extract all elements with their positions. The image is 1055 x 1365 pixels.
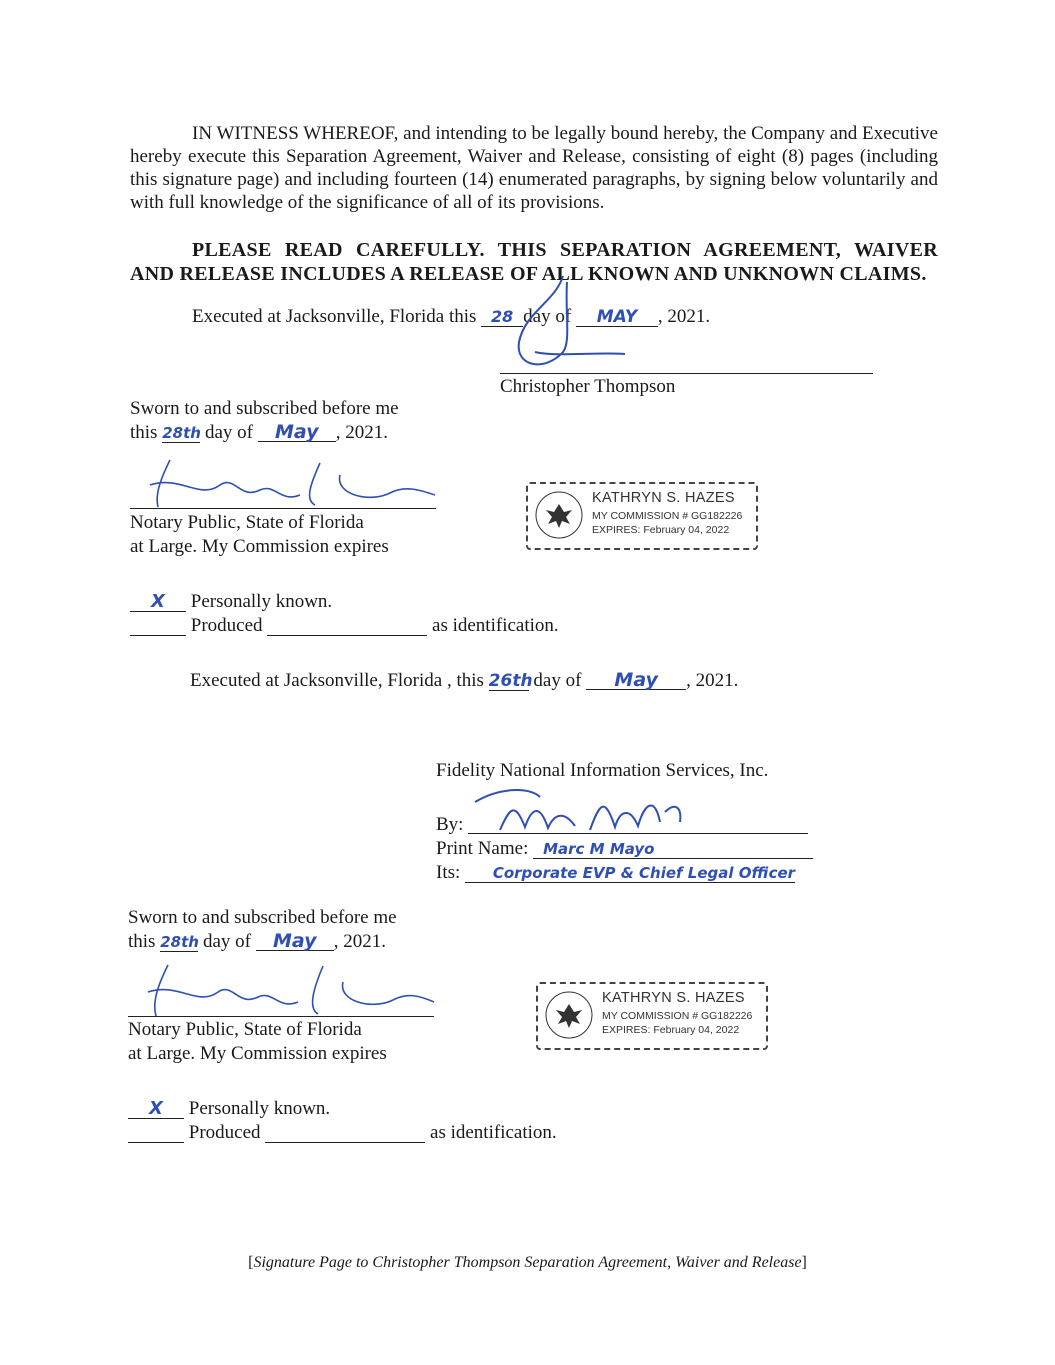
footer-text: Signature Page to Christopher Thompson Separation Agreement, Waiver and Release xyxy=(253,1254,802,1271)
company-its-line: Its: Corporate EVP & Chief Legal Officer xyxy=(436,862,796,883)
notary-1-known-field[interactable]: X xyxy=(130,593,186,612)
company-print-name-line: Print Name: Marc M Mayo xyxy=(436,838,813,860)
executive-signature xyxy=(505,272,635,377)
notary-1-month-field[interactable]: May xyxy=(258,423,336,442)
company-its-field[interactable]: Corporate EVP & Chief Legal Officer xyxy=(465,864,795,883)
company-name: Fidelity National Information Services, Inc. xyxy=(436,760,769,781)
notary-2-sworn: Sworn to and subscribed before me xyxy=(128,907,397,928)
notary-1-stamp-expires: EXPIRES: February 04, 2022 xyxy=(592,524,730,536)
notary-2-produced-field[interactable] xyxy=(265,1124,425,1143)
notary-2-produced-line: Produced as identification. xyxy=(128,1122,557,1144)
notary-1-stamp-name: KATHRYN S. HAZES xyxy=(592,490,735,506)
notary-seal-icon xyxy=(544,990,594,1040)
notary-1-public-line: Notary Public, State of Florida xyxy=(130,512,364,533)
company-month-field[interactable]: May xyxy=(586,671,686,690)
notice-line-2: AND RELEASE INCLUDES A RELEASE OF ALL KNOWN AND UNKNOWN CLAIMS. xyxy=(130,263,927,285)
notary-2-commission-line: at Large. My Commission expires xyxy=(128,1043,387,1064)
notary-1-stamp xyxy=(526,482,758,550)
notary-1-sworn: Sworn to and subscribed before me xyxy=(130,398,399,419)
notary-1-produced-field[interactable] xyxy=(267,617,427,636)
witness-text: IN WITNESS WHEREOF, and intending to be legally bound hereby, the Company and Executive hereby execute this Separation Agreement, Waiver and Release, consisting of eight (8) pages (including this signature page) and including fourteen (14) enumerated paragraphs, by signing below voluntarily and with full knowledge of the significance of all of its provisions. xyxy=(130,123,938,213)
notary-2-known-line: X Personally known. xyxy=(128,1098,330,1120)
notary-2-month-field[interactable]: May xyxy=(256,932,334,951)
executive-executed-line: Executed at Jacksonville, Florida this 28 day of MAY , 2021. xyxy=(192,306,711,327)
notary-1-signature xyxy=(140,455,440,515)
notary-2-signature xyxy=(138,960,438,1022)
notary-2-known-field[interactable]: X xyxy=(128,1100,184,1119)
page-footer: [Signature Page to Christopher Thompson Separation Agreement, Waiver and Release] xyxy=(248,1254,807,1271)
notary-2-stamp-name: KATHRYN S. HAZES xyxy=(602,990,745,1006)
executive-day-field[interactable]: 28 xyxy=(481,308,523,327)
notary-2-day-field[interactable]: 28th xyxy=(160,933,199,951)
company-signature xyxy=(470,782,690,837)
notice-line-1: PLEASE READ CAREFULLY. THIS SEPARATION AGREEMENT, WAIVER xyxy=(192,239,938,261)
notary-1-day-field[interactable]: 28th xyxy=(162,424,201,442)
company-print-name-field[interactable]: Marc M Mayo xyxy=(533,840,813,859)
company-day-field[interactable]: 26th xyxy=(488,671,533,691)
company-executed-line: Executed at Jacksonville, Florida , this 26th day of May , 2021. xyxy=(190,669,739,691)
notary-2-stamp-commission: MY COMMISSION # GG182226 xyxy=(602,1010,753,1022)
company-by-label: By: xyxy=(436,814,464,835)
notary-1-commission-line: at Large. My Commission expires xyxy=(130,536,389,557)
executive-month-field[interactable]: MAY xyxy=(576,308,658,327)
notary-seal-icon xyxy=(534,490,584,540)
notary-2-date-line: this 28th day of May , 2021. xyxy=(128,930,386,952)
notary-1-produced-check[interactable] xyxy=(130,617,186,636)
notary-2-produced-check[interactable] xyxy=(128,1124,184,1143)
witness-paragraph xyxy=(130,122,938,214)
notary-1-produced-line: Produced as identification. xyxy=(130,615,559,637)
notary-2-stamp xyxy=(536,982,768,1050)
notary-1-stamp-commission: MY COMMISSION # GG182226 xyxy=(592,510,743,522)
notary-2-public-line: Notary Public, State of Florida xyxy=(128,1019,362,1040)
executive-signer-name: Christopher Thompson xyxy=(500,376,676,397)
notary-1-known-line: X Personally known. xyxy=(130,591,332,613)
notary-2-stamp-expires: EXPIRES: February 04, 2022 xyxy=(602,1024,740,1036)
notary-1-date-line: this 28th day of May , 2021. xyxy=(130,421,388,443)
